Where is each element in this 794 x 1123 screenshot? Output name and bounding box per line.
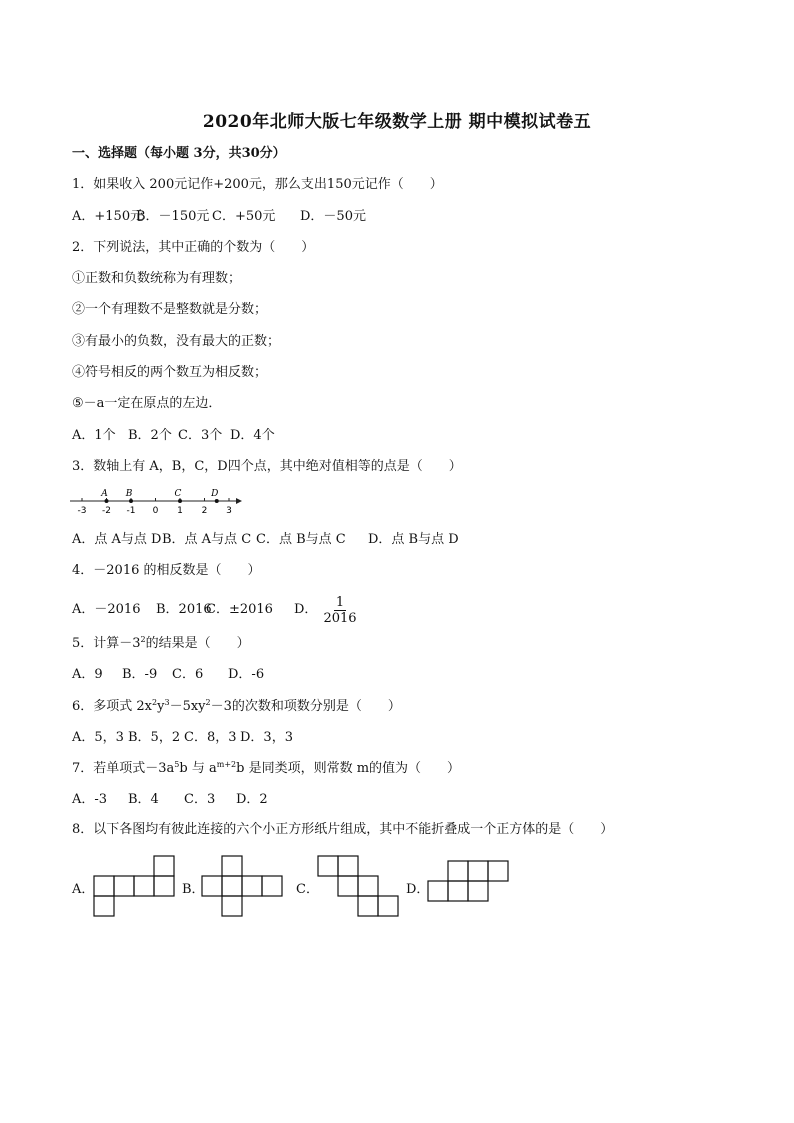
net-square (94, 876, 114, 896)
option-c: C．+50元 (212, 209, 276, 224)
net-square (242, 876, 262, 896)
option-b: B．5，2 (128, 730, 181, 745)
net-b (200, 855, 288, 921)
statement-4: ④符号相反的两个数互为相反数； (72, 365, 268, 380)
option-c: C．±2016 (206, 602, 273, 617)
option-a: A．点 A与点 D (72, 532, 162, 547)
option-b: B．2个 (128, 428, 172, 443)
option-d: D． (294, 602, 318, 617)
net-a-label: A． (72, 882, 95, 897)
exponent: 5 (174, 760, 180, 769)
statement-1: ①正数和负数统称为有理数； (72, 271, 242, 286)
net-square (134, 876, 154, 896)
net-square (358, 876, 378, 896)
section-heading: 一、选择题（每小题 3分，共30分） (72, 146, 286, 161)
statement-3: ③有最小的负数，没有最大的正数； (72, 334, 281, 349)
option-a: A．-3 (72, 792, 108, 807)
question-2-stem: 2．下列说法，其中正确的个数为（ ） (72, 240, 315, 255)
number-line-tick-label: -1 (126, 506, 136, 516)
number-line-tick-label: 0 (152, 506, 159, 516)
question-6-stem (72, 698, 401, 716)
question-8-stem: 8．以下各图均有彼此连接的六个小正方形纸片组成，其中不能折叠成一个正方体的是（ ） (72, 822, 614, 837)
option-a: A．9 (72, 667, 103, 682)
option-c: C．6 (172, 667, 204, 682)
exponent: 2 (205, 698, 211, 707)
text: b 与 a (179, 761, 217, 776)
number-line-point (178, 499, 182, 503)
net-d-label: D． (406, 882, 430, 897)
option-c: C．3 (184, 792, 216, 807)
net-square (448, 881, 468, 901)
net-square (488, 861, 508, 881)
net-square (222, 856, 242, 876)
text: －3的次数和项数分别是（ ） (210, 699, 401, 714)
option-b: B．2016 (156, 602, 212, 617)
net-square (468, 881, 488, 901)
text: b 是同类项，则常数 m的值为（ ） (236, 761, 461, 776)
number-line-point (215, 499, 219, 503)
net-square (428, 881, 448, 901)
option-c: C．点 B与点 C (256, 532, 346, 547)
text: 5．计算－3 (72, 636, 141, 651)
number-line (66, 483, 246, 517)
question-4-options (72, 592, 359, 628)
net-square (468, 861, 488, 881)
statement-2: ②一个有理数不是整数就是分数； (72, 302, 268, 317)
net-square (202, 876, 222, 896)
text: 7．若单项式－3a (72, 761, 175, 776)
option-c: C．8，3 (184, 730, 237, 745)
net-square (358, 896, 378, 916)
number-line-point-label: C (174, 489, 182, 499)
option-c: C．3个 (178, 428, 223, 443)
question-7-stem (72, 760, 460, 778)
net-square (262, 876, 282, 896)
question-5-options (72, 666, 264, 684)
page-title: 2020年北师大版七年级数学上册 期中模拟试卷五 (202, 112, 592, 132)
option-a: A．5，3 (72, 730, 124, 745)
number-line-point-label: D (211, 489, 219, 499)
net-b-label: B． (182, 882, 205, 897)
fraction-numerator: 1 (335, 594, 345, 610)
net-square (154, 856, 174, 876)
net-square (338, 856, 358, 876)
option-d: D．2 (236, 792, 268, 807)
net-square (222, 876, 242, 896)
question-7-options (72, 791, 268, 809)
question-2-options (72, 427, 275, 445)
exponent: 2 (140, 635, 146, 644)
question-3-stem: 3．数轴上有 A，B，C，D四个点，其中绝对值相等的点是（ ） (72, 459, 462, 474)
option-a: A．+150元 (72, 209, 144, 224)
text: 的结果是（ ） (145, 636, 250, 651)
fraction-denominator: 2016 (323, 610, 357, 626)
option-d: D．－50元 (300, 209, 366, 224)
text: －5xy (169, 699, 206, 714)
option-d: D．-6 (228, 667, 265, 682)
question-1-options (72, 208, 366, 226)
net-square (318, 856, 338, 876)
number-line-point-label: B (125, 489, 133, 499)
cube-nets (72, 850, 632, 930)
question-6-options (72, 729, 293, 747)
question-5-stem (72, 635, 250, 653)
net-square (448, 861, 468, 881)
number-line-point (105, 499, 109, 503)
option-d: D．点 B与点 D (368, 532, 459, 547)
option-b: B．－150元 (136, 209, 210, 224)
question-3-options (72, 531, 459, 549)
option-d: D．4个 (230, 428, 275, 443)
net-square (94, 896, 114, 916)
exponent: 3 (164, 698, 170, 707)
option-b: B．-9 (122, 667, 158, 682)
statement-5: ⑤－a一定在原点的左边． (72, 396, 222, 411)
number-line-tick-label: -3 (77, 506, 87, 516)
question-4-stem: 4．－2016 的相反数是（ ） (72, 563, 261, 578)
net-c (316, 855, 404, 921)
option-b: B．4 (128, 792, 159, 807)
text: 6．多项式 2x (72, 699, 153, 714)
option-a: A．1个 (72, 428, 116, 443)
number-line-arrow (236, 498, 242, 504)
exponent: m+2 (216, 760, 237, 769)
number-line-tick-label: 3 (226, 506, 232, 516)
net-square (338, 876, 358, 896)
number-line-point-label: A (101, 489, 108, 499)
net-c-label: C． (296, 882, 319, 897)
net-square (222, 896, 242, 916)
net-d (426, 860, 526, 908)
option-a: A．－2016 (72, 602, 141, 617)
net-square (114, 876, 134, 896)
number-line-tick-label: 2 (201, 506, 208, 516)
question-1-stem: 1．如果收入 200元记作+200元，那么支出150元记作（ ） (72, 177, 443, 192)
option-d: D．3，3 (240, 730, 293, 745)
exponent: 2 (152, 698, 158, 707)
number-line-tick-label: 1 (177, 506, 183, 516)
net-square (378, 896, 398, 916)
fraction (321, 595, 358, 626)
net-square (154, 876, 174, 896)
option-b: B．点 A与点 C (162, 532, 252, 547)
text: y (157, 699, 165, 714)
net-a (92, 855, 180, 921)
number-line-point (129, 499, 133, 503)
number-line-tick-label: -2 (102, 506, 111, 516)
